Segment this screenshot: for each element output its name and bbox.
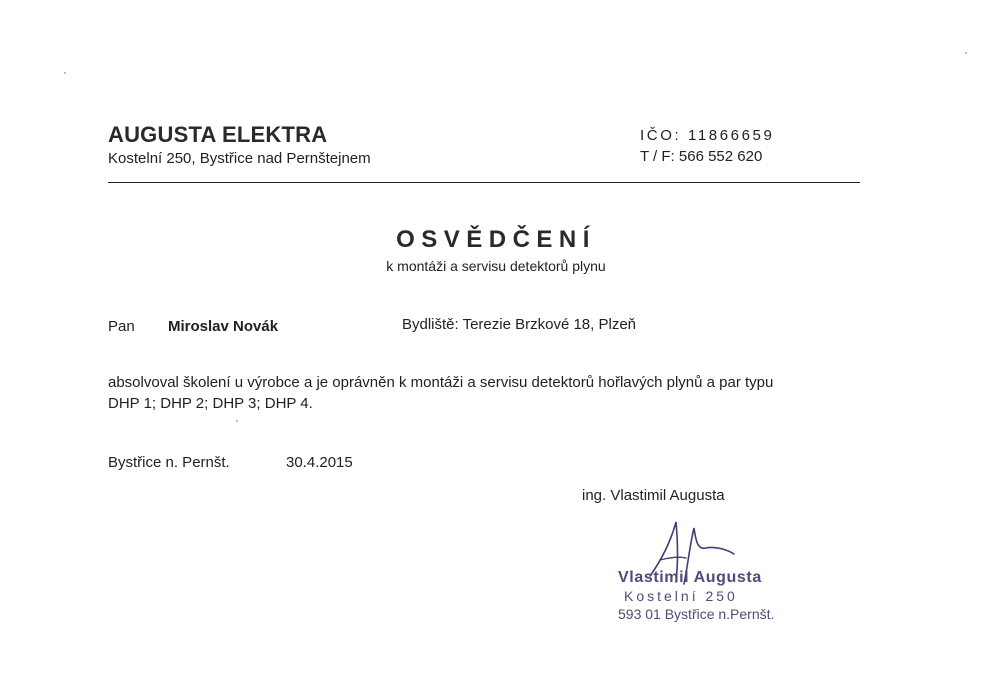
company-address: Kostelní 250, Bystřice nad Pernštejnem (108, 150, 371, 167)
issue-place: Bystřice n. Pernšt. (108, 454, 230, 471)
company-name: AUGUSTA ELEKTRA (108, 122, 328, 147)
certificate-body-line: absolvoval školení u výrobce a je oprávněn k montáži a servisu detektorů hořlavých plynů a par typu (108, 374, 774, 391)
holder-salutation: Pan (108, 318, 135, 335)
holder-residence: Bydliště: Terezie Brzkové 18, Plzeň (402, 316, 637, 333)
stamp-name: Vlastimil Augusta (618, 569, 762, 586)
header-divider (108, 182, 860, 183)
signature-stroke (660, 557, 686, 560)
certificate-title: OSVĚDČENÍ (396, 226, 596, 253)
company-ico: IČO: 11866659 (640, 127, 775, 144)
paper-speck (236, 420, 238, 422)
issue-date: 30.4.2015 (286, 454, 353, 471)
certificate-subtitle: k montáži a servisu detektorů plynu (386, 258, 606, 274)
company-phone: T / F: 566 552 620 (640, 148, 763, 165)
certificate-body-line: DHP 1; DHP 2; DHP 3; DHP 4. (108, 395, 313, 412)
holder-name: Miroslav Novák (168, 318, 279, 335)
signatory-name: ing. Vlastimil Augusta (582, 487, 725, 504)
stamp-city: 593 01 Bystřice n.Pernšt. (618, 606, 775, 622)
stamp-street: Kostelní 250 (624, 588, 738, 604)
paper-speck (64, 72, 66, 74)
paper-speck (965, 52, 967, 54)
